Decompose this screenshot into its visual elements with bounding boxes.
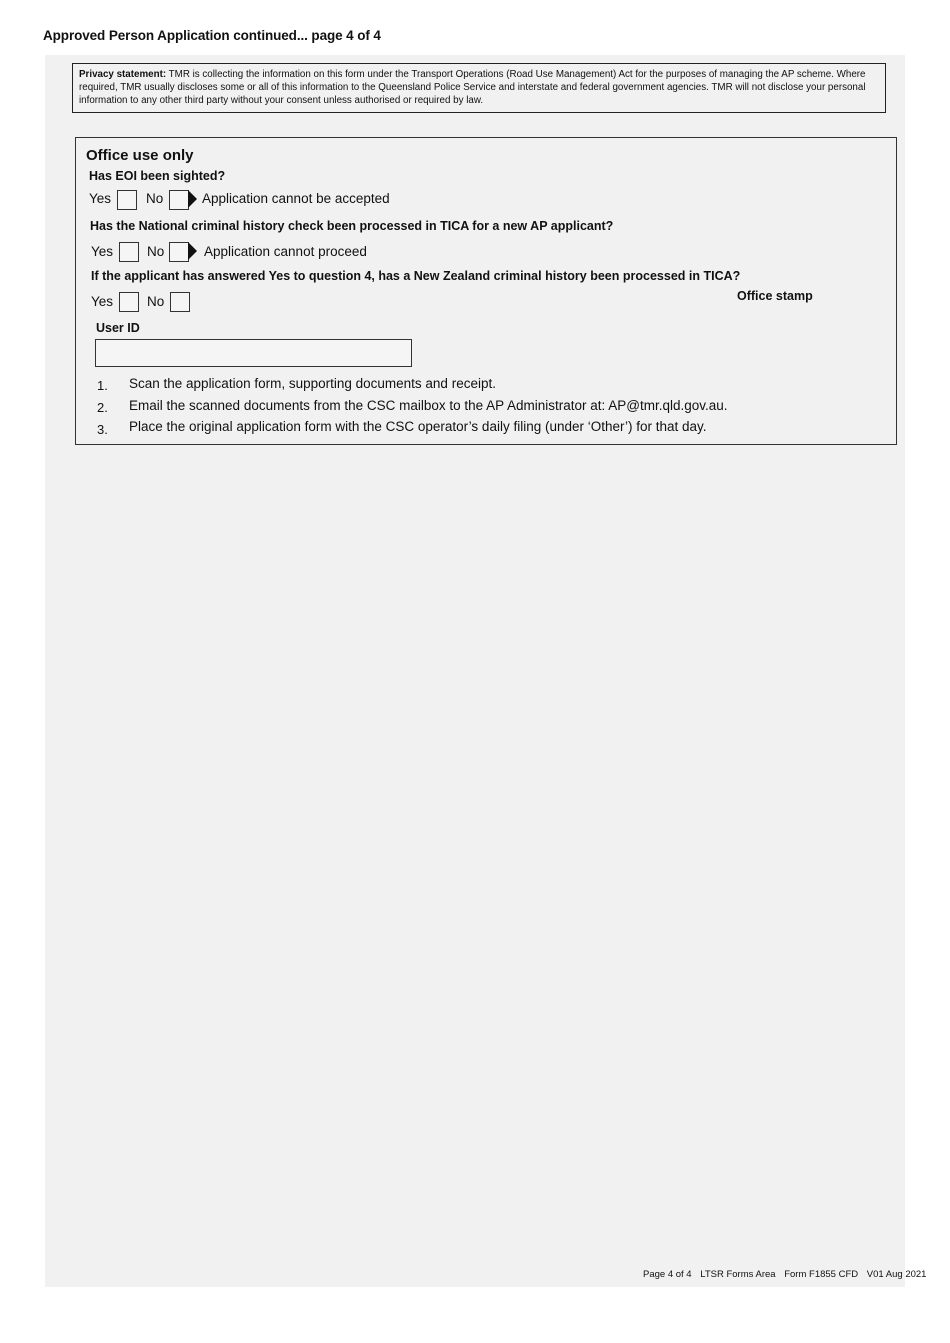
office-stamp-label: Office stamp bbox=[737, 289, 813, 303]
footer-version: V01 Aug 2021 bbox=[866, 1269, 927, 1280]
office-use-title: Office use only bbox=[86, 147, 194, 164]
privacy-statement bbox=[72, 63, 886, 113]
nz-history-yes-checkbox[interactable] bbox=[119, 292, 139, 312]
page-footer bbox=[643, 1269, 932, 1280]
criminal-check-no-label: No bbox=[147, 244, 165, 259]
criminal-check-no-checkbox[interactable] bbox=[169, 242, 189, 262]
user-id-input[interactable] bbox=[95, 339, 412, 367]
criminal-check-question: Has the National criminal history check been processed in TICA for a new AP applicant? bbox=[90, 219, 614, 233]
page-title: Approved Person Application continued... page 4 of 4 bbox=[43, 28, 381, 43]
privacy-label: Privacy statement: bbox=[79, 69, 167, 80]
nz-history-yes-label: Yes bbox=[91, 294, 114, 309]
arrow-right-icon bbox=[188, 190, 197, 208]
arrow-right-icon bbox=[188, 242, 197, 260]
nz-history-question: If the applicant has answered Yes to question 4, has a New Zealand criminal history been processed in TICA? bbox=[91, 269, 741, 283]
step-text: Email the scanned documents from the CSC mailbox to the AP Administrator at: AP@tmr.qld.gov.au. bbox=[129, 398, 728, 413]
eoi-question: Has EOI been sighted? bbox=[89, 169, 226, 183]
step-text: Scan the application form, supporting documents and receipt. bbox=[129, 376, 496, 391]
user-id-label: User ID bbox=[96, 321, 140, 335]
step-number: 1. bbox=[97, 378, 108, 393]
footer-area: LTSR Forms Area bbox=[700, 1269, 776, 1280]
eoi-no-checkbox[interactable] bbox=[169, 190, 189, 210]
criminal-check-yes-label: Yes bbox=[91, 244, 114, 259]
privacy-text: TMR is collecting the information on this form under the Transport Operations (Road Use Management) Act for the purposes of managing the AP scheme. Where required, TMR usually discloses some or all of this information to the Queensland Police Service and interstate and federal government agencies. TMR will not disclose your personal information to any other third party without your consent unless authorised or required by law. bbox=[79, 69, 866, 107]
footer-form: Form F1855 CFD bbox=[784, 1269, 859, 1280]
nz-history-no-label: No bbox=[147, 294, 165, 309]
footer-page: Page 4 of 4 bbox=[643, 1269, 692, 1280]
eoi-no-label: No bbox=[146, 191, 164, 206]
eoi-yes-label: Yes bbox=[89, 191, 112, 206]
eoi-yes-checkbox[interactable] bbox=[117, 190, 137, 210]
step-number: 3. bbox=[97, 422, 108, 437]
step-number: 2. bbox=[97, 400, 108, 415]
nz-history-no-checkbox[interactable] bbox=[170, 292, 190, 312]
eoi-no-note: Application cannot be accepted bbox=[202, 191, 390, 206]
criminal-check-no-note: Application cannot proceed bbox=[204, 244, 367, 259]
criminal-check-yes-checkbox[interactable] bbox=[119, 242, 139, 262]
step-text: Place the original application form with the CSC operator’s daily filing (under ‘Other’) for that day. bbox=[129, 419, 707, 434]
office-use-section bbox=[75, 137, 897, 445]
